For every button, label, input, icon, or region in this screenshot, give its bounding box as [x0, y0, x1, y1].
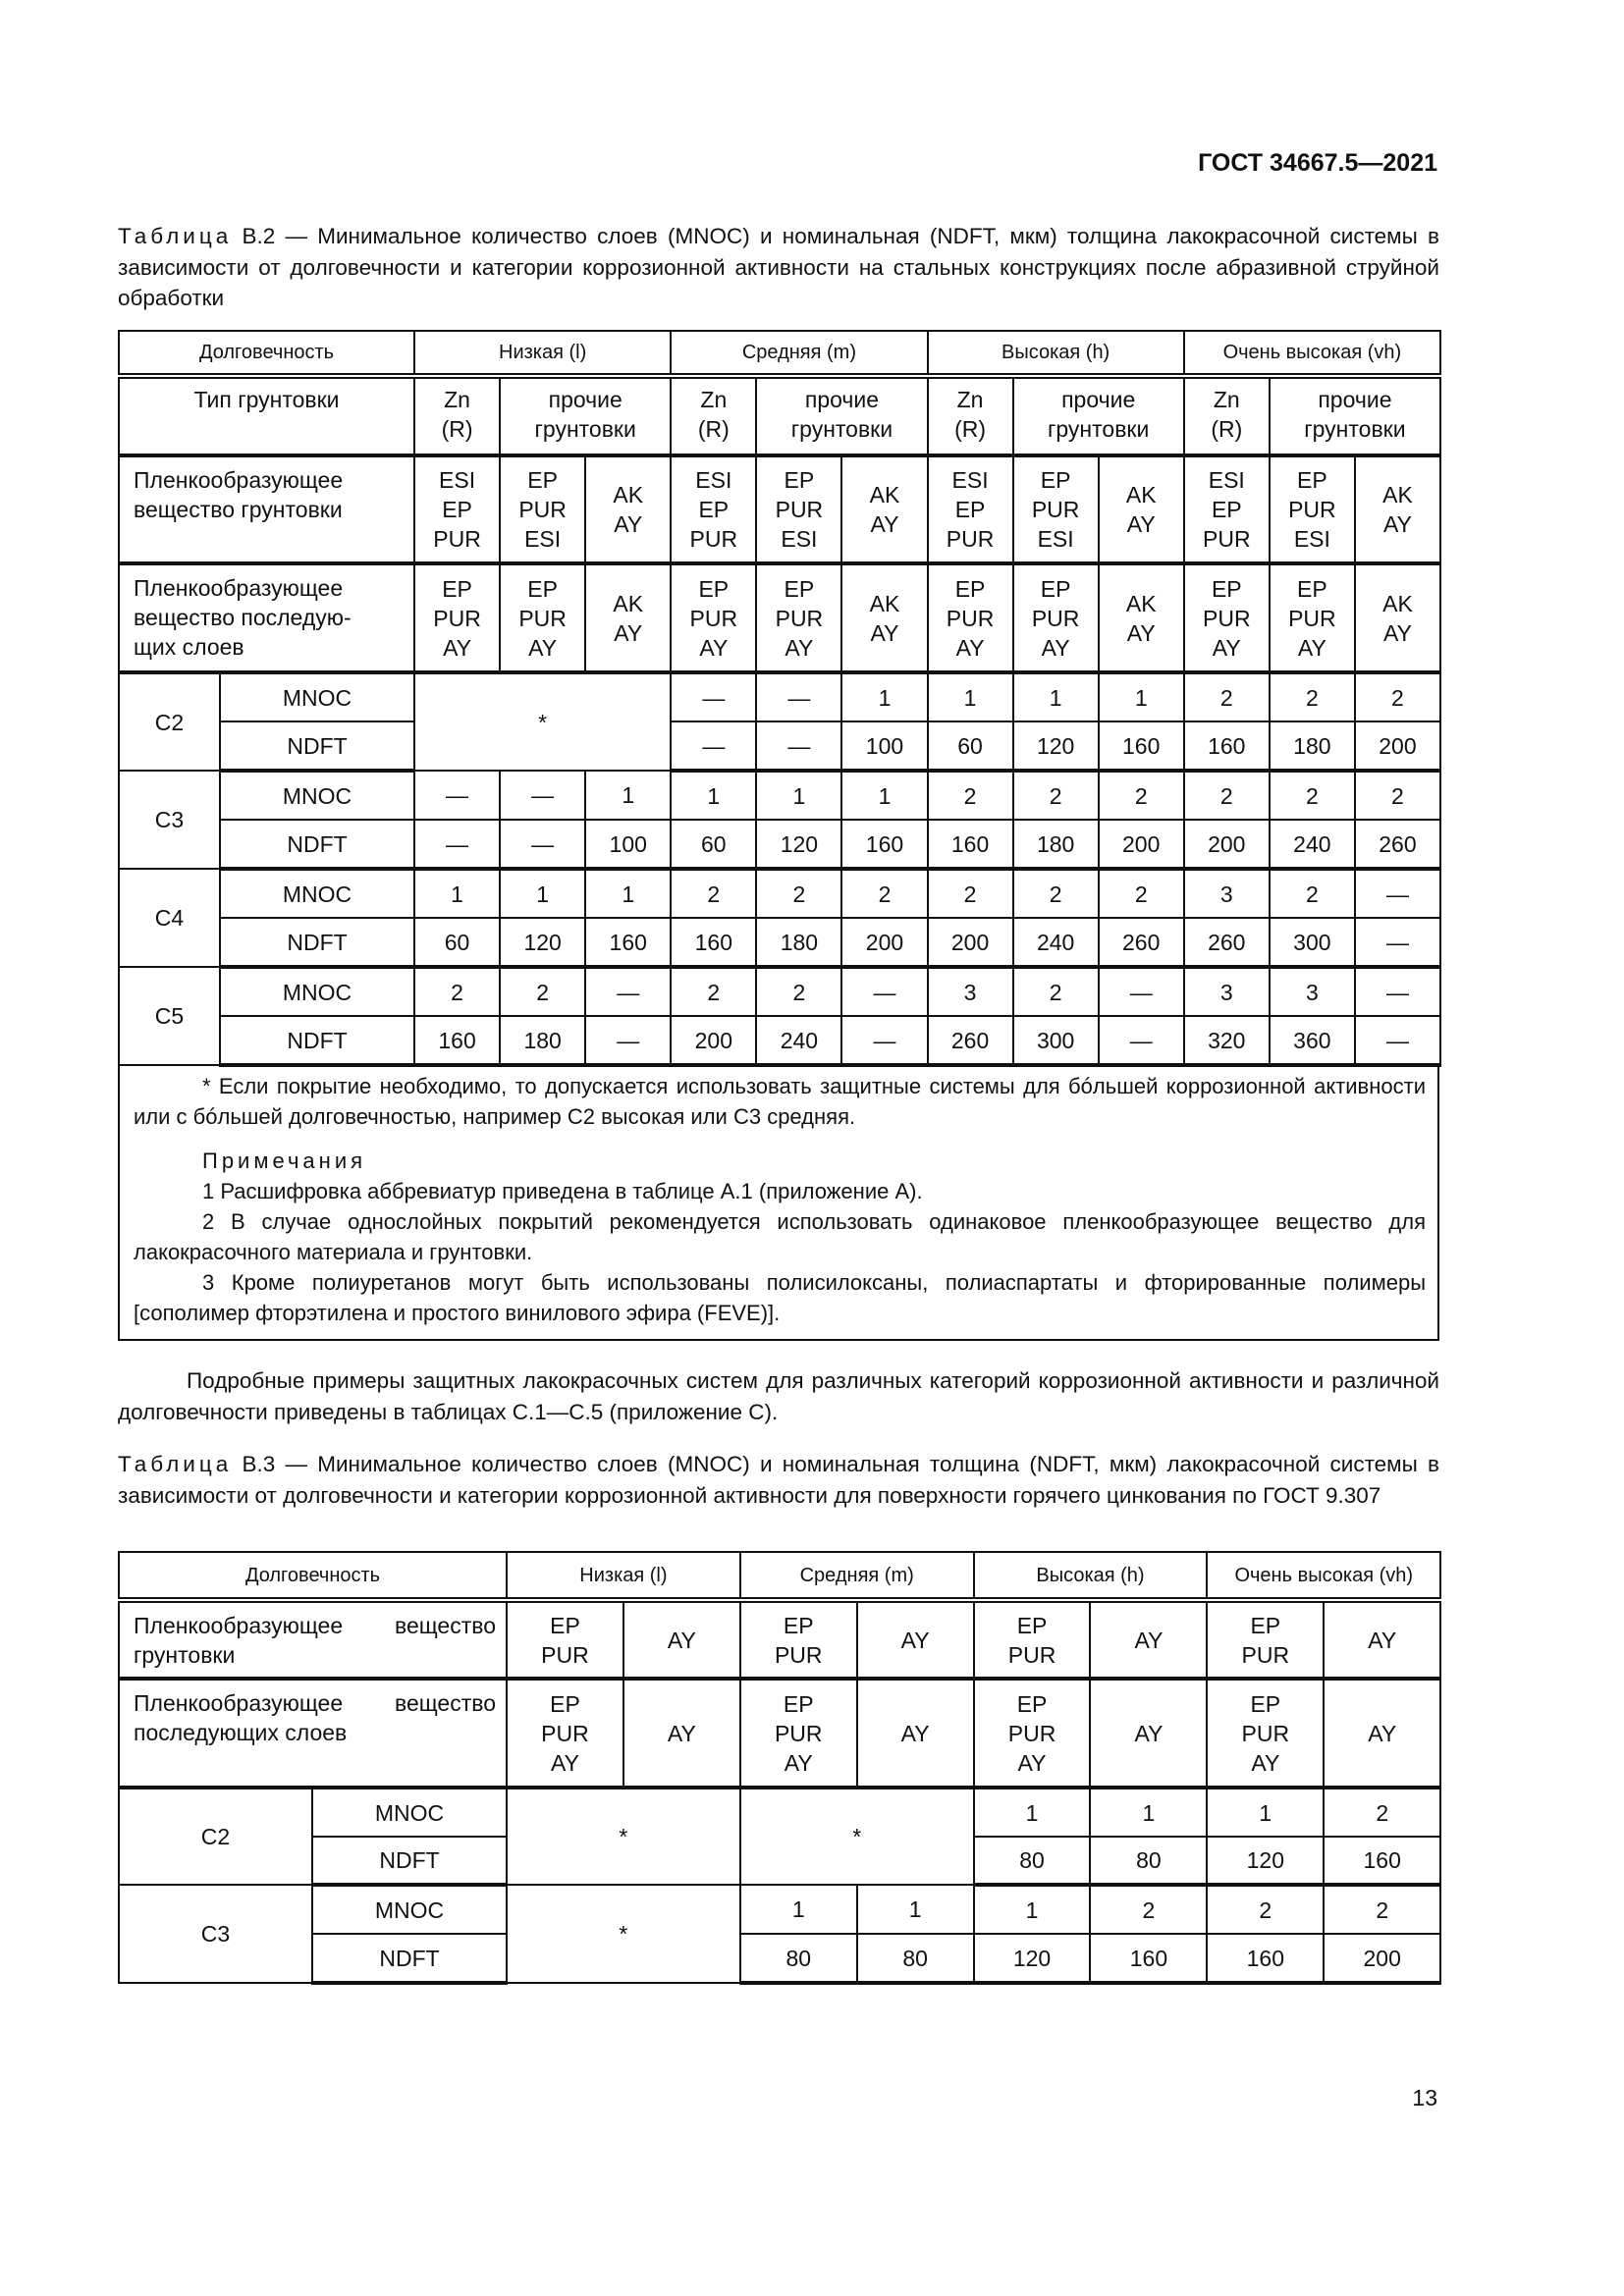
table-row [119, 820, 1440, 869]
table-cell: 2 [671, 967, 756, 1016]
table-cell: 200 [1184, 820, 1270, 869]
table-cell: 120 [756, 820, 841, 869]
table-cell: 2 [1013, 869, 1099, 918]
table-cell: 2 [1013, 771, 1099, 820]
table-cell: AK AY [841, 455, 927, 563]
table-cell: 2 [1184, 771, 1270, 820]
table-cell: AK AY [1355, 455, 1440, 563]
table-cell: EP PUR [507, 1600, 623, 1679]
table-cell: * [414, 672, 671, 771]
column-header: Высокая (h) [974, 1552, 1208, 1600]
notes-title: Примечания [202, 1148, 367, 1173]
row-header: MNOC [312, 1885, 507, 1934]
category-cell: C5 [119, 967, 220, 1065]
table-cell: ESI EP PUR [928, 455, 1013, 563]
table-cell: — [585, 1016, 671, 1065]
table-cell: 240 [1013, 918, 1099, 967]
table-cell: 320 [1184, 1016, 1270, 1065]
row-header: NDFT [220, 820, 414, 869]
table-cell: — [841, 967, 927, 1016]
table-cell: 3 [1270, 967, 1355, 1016]
table-cell: 2 [1099, 771, 1184, 820]
table-cell: 60 [928, 721, 1013, 771]
caption-label: Таблица [118, 1452, 233, 1476]
table-cell: 80 [857, 1934, 974, 1983]
row-header: Пленкообразующее вещество грунтовки [119, 455, 414, 563]
table-cell: 300 [1270, 918, 1355, 967]
row-header: Пленкообразующее вещество последующих слоев [119, 1679, 507, 1788]
table-cell: 160 [671, 918, 756, 967]
document-code: ГОСТ 34667.5—2021 [1198, 149, 1437, 177]
table-row [119, 771, 1440, 820]
table-cell: 1 [671, 771, 756, 820]
table-cell: EP PUR [974, 1600, 1091, 1679]
table-row [119, 455, 1440, 563]
table-cell: EP PUR [740, 1600, 857, 1679]
table-cell: 2 [1013, 967, 1099, 1016]
column-header: Низкая (l) [414, 331, 671, 376]
table-cell: AK AY [1099, 563, 1184, 672]
note-1: 1 Расшифровка аббревиатур приведена в таблице А.1 (приложение А). [202, 1179, 923, 1203]
table-cell: — [1355, 869, 1440, 918]
table-cell: 120 [500, 918, 585, 967]
table-cell: 180 [1013, 820, 1099, 869]
table-cell: 100 [841, 721, 927, 771]
table-cell: 2 [1355, 672, 1440, 721]
column-header: Низкая (l) [507, 1552, 740, 1600]
table-cell: 300 [1013, 1016, 1099, 1065]
table-cell: 160 [1099, 721, 1184, 771]
table-cell: EP PUR AY [671, 563, 756, 672]
table-b3 [118, 1551, 1441, 1985]
table-cell: 2 [1207, 1885, 1324, 1934]
table-cell: 200 [671, 1016, 756, 1065]
table-cell: — [756, 721, 841, 771]
table-cell: — [1355, 1016, 1440, 1065]
table-cell: 200 [1099, 820, 1184, 869]
caption-text: В.3 — Минимальное количество слоев (MNOC) и номинальная толщина (NDFT, мкм) лакокрасочной системы в зависимости от долговечности и категории коррозионной активности для поверхности горячего цинкования по ГОСТ 9.307 [118, 1452, 1439, 1508]
table-cell: AK AY [1355, 563, 1440, 672]
column-header: Очень высокая (vh) [1184, 331, 1440, 376]
row-header: MNOC [312, 1788, 507, 1837]
table-cell: 260 [1099, 918, 1184, 967]
footnote: * Если покрытие необходимо, то допускается использовать защитные системы для бóльшей коррозионной активности или с бóльшей долговечностью, например C2 высокая или C3 средняя. [134, 1074, 1426, 1129]
table-row [119, 672, 1440, 721]
table-cell: — [1355, 918, 1440, 967]
table-cell: прочие грунтовки [500, 376, 671, 455]
table-cell: EP PUR AY [1184, 563, 1270, 672]
table-cell: * [740, 1788, 974, 1885]
row-header: MNOC [220, 967, 414, 1016]
caption-text: В.2 — Минимальное количество слоев (MNOC) и номинальная (NDFT, мкм) толщина лакокрасочной системы в зависимости от долговечности и категории коррозионной активности на стальных конструкциях после абразивной струйной обработки [118, 224, 1439, 310]
column-header: Высокая (h) [928, 331, 1184, 376]
table-cell: AY [1090, 1600, 1207, 1679]
table-cell: EP PUR AY [740, 1679, 857, 1788]
table-row [119, 869, 1440, 918]
table-cell: — [1099, 1016, 1184, 1065]
table-cell: — [756, 672, 841, 721]
table-cell: 160 [1184, 721, 1270, 771]
table-cell: 2 [1324, 1885, 1440, 1934]
table-cell: 1 [928, 672, 1013, 721]
table-cell: AY [623, 1679, 740, 1788]
table-cell: AY [1324, 1600, 1440, 1679]
table-cell: 1 [585, 869, 671, 918]
table-cell: 120 [1207, 1837, 1324, 1885]
table-cell: EP PUR AY [507, 1679, 623, 1788]
table-cell: Zn (R) [414, 376, 500, 455]
table-cell: 1 [841, 771, 927, 820]
table-cell: 2 [414, 967, 500, 1016]
table-cell: 2 [756, 869, 841, 918]
table-cell: EP PUR AY [1207, 1679, 1324, 1788]
table-cell: 2 [756, 967, 841, 1016]
table-b2-caption [118, 221, 1439, 314]
table-cell: 160 [585, 918, 671, 967]
table-cell: 1 [857, 1885, 974, 1934]
table-cell: 160 [1090, 1934, 1207, 1983]
table-cell: AY [857, 1679, 974, 1788]
table-row [119, 376, 1440, 455]
table-cell: 200 [1324, 1934, 1440, 1983]
table-cell: 180 [1270, 721, 1355, 771]
page-number: 13 [1412, 2085, 1437, 2110]
table-cell: 180 [500, 1016, 585, 1065]
table-cell: 120 [974, 1934, 1091, 1983]
table-cell: 2 [1270, 672, 1355, 721]
table-cell: 2 [671, 869, 756, 918]
table-row [119, 563, 1440, 672]
row-header: NDFT [220, 721, 414, 771]
table-row [119, 1679, 1440, 1788]
table-cell: 80 [974, 1837, 1091, 1885]
table-cell: * [507, 1788, 740, 1885]
table-cell: 3 [1184, 869, 1270, 918]
table-cell: 2 [1324, 1788, 1440, 1837]
table-cell: прочие грунтовки [1013, 376, 1184, 455]
category-cell: C2 [119, 672, 220, 771]
table-cell: 1 [414, 869, 500, 918]
category-cell: C3 [119, 771, 220, 869]
table-cell: EP PUR ESI [756, 455, 841, 563]
table-row [119, 1788, 1440, 1837]
row-header: NDFT [312, 1837, 507, 1885]
table-cell: — [414, 771, 500, 820]
table-cell: 160 [928, 820, 1013, 869]
table-cell: 2 [1184, 672, 1270, 721]
row-header: NDFT [312, 1934, 507, 1983]
table-cell: AY [1324, 1679, 1440, 1788]
column-header: Очень высокая (vh) [1207, 1552, 1440, 1600]
table-cell: Zn (R) [671, 376, 756, 455]
table-cell: 1 [1099, 672, 1184, 721]
table-cell: 360 [1270, 1016, 1355, 1065]
table-cell: — [1355, 967, 1440, 1016]
table-cell: 1 [974, 1788, 1091, 1837]
table-cell: EP PUR AY [414, 563, 500, 672]
table-cell: AK AY [585, 455, 671, 563]
table-cell: — [414, 820, 500, 869]
table-cell: EP PUR ESI [500, 455, 585, 563]
table-cell: AK AY [1099, 455, 1184, 563]
table-cell: 2 [1270, 771, 1355, 820]
table-cell: 2 [841, 869, 927, 918]
row-header: MNOC [220, 869, 414, 918]
table-cell: Zn (R) [928, 376, 1013, 455]
table-cell: 1 [1207, 1788, 1324, 1837]
table-row [119, 1600, 1440, 1679]
table-row [119, 967, 1440, 1016]
table-b3-caption [118, 1449, 1439, 1511]
table-cell: AK AY [841, 563, 927, 672]
table-cell: Zn (R) [1184, 376, 1270, 455]
table-cell: 240 [756, 1016, 841, 1065]
table-cell: прочие грунтовки [756, 376, 927, 455]
table-cell: 160 [1207, 1934, 1324, 1983]
table-cell: 160 [841, 820, 927, 869]
table-cell: 2 [1355, 771, 1440, 820]
table-cell: EP PUR AY [974, 1679, 1091, 1788]
table-cell: 2 [928, 869, 1013, 918]
table-cell: ESI EP PUR [414, 455, 500, 563]
table-cell: 200 [1355, 721, 1440, 771]
table-b2-notes [118, 1063, 1439, 1341]
table-cell: 240 [1270, 820, 1355, 869]
table-cell: ESI EP PUR [1184, 455, 1270, 563]
table-cell: — [500, 771, 585, 820]
row-header: Пленкообразующее вещество грунтовки [119, 1600, 507, 1679]
category-cell: C2 [119, 1788, 312, 1885]
table-cell: 1 [1090, 1788, 1207, 1837]
category-cell: C3 [119, 1885, 312, 1983]
table-cell: 120 [1013, 721, 1099, 771]
table-cell: AK AY [585, 563, 671, 672]
table-cell: 100 [585, 820, 671, 869]
table-cell: — [500, 820, 585, 869]
table-cell: 160 [414, 1016, 500, 1065]
column-header: Средняя (m) [740, 1552, 974, 1600]
table-row [119, 331, 1440, 376]
table-cell: 180 [756, 918, 841, 967]
table-cell: 1 [1013, 672, 1099, 721]
table-cell: 60 [671, 820, 756, 869]
table-cell: EP PUR AY [1270, 563, 1355, 672]
caption-label: Таблица [118, 224, 233, 248]
table-row [119, 918, 1440, 967]
table-cell: — [671, 721, 756, 771]
table-cell: * [507, 1885, 740, 1983]
row-header: MNOC [220, 672, 414, 721]
table-cell: 2 [500, 967, 585, 1016]
table-cell: EP PUR [1207, 1600, 1324, 1679]
table-b2 [118, 330, 1441, 1067]
row-header: NDFT [220, 1016, 414, 1065]
row-header: MNOC [220, 771, 414, 820]
table-cell: 1 [500, 869, 585, 918]
table-cell: 260 [1184, 918, 1270, 967]
table-row [119, 1552, 1440, 1600]
table-row [119, 1934, 1440, 1983]
table-cell: EP PUR AY [928, 563, 1013, 672]
table-cell: 260 [1355, 820, 1440, 869]
table-row [119, 1016, 1440, 1065]
table-cell: прочие грунтовки [1270, 376, 1440, 455]
column-header: Средняя (m) [671, 331, 927, 376]
table-cell: 1 [841, 672, 927, 721]
table-cell: AY [1090, 1679, 1207, 1788]
column-header: Долговечность [119, 331, 414, 376]
table-cell: 3 [1184, 967, 1270, 1016]
table-cell: 80 [740, 1934, 857, 1983]
table-cell: 60 [414, 918, 500, 967]
table-cell: 160 [1324, 1837, 1440, 1885]
table-cell: 200 [841, 918, 927, 967]
table-cell: 1 [756, 771, 841, 820]
table-cell: 1 [740, 1885, 857, 1934]
table-cell: ESI EP PUR [671, 455, 756, 563]
note-3: 3 Кроме полиуретанов могут быть использованы полисилоксаны, полиаспартаты и фторированные полимеры [сополимер фторэтилена и простого винилового эфира (FEVE)]. [134, 1270, 1426, 1325]
table-cell: 2 [928, 771, 1013, 820]
table-cell: EP PUR AY [1013, 563, 1099, 672]
table-cell: 200 [928, 918, 1013, 967]
note-2: 2 В случае однослойных покрытий рекомендуется использовать одинаковое пленкообразующее вещество для лакокрасочного материала и грунтовки. [134, 1209, 1426, 1264]
table-row [119, 1885, 1440, 1934]
table-cell: — [1099, 967, 1184, 1016]
table-cell: 2 [1090, 1885, 1207, 1934]
table-cell: 1 [585, 771, 671, 820]
table-cell: 2 [1099, 869, 1184, 918]
table-cell: AY [857, 1600, 974, 1679]
table-cell: 80 [1090, 1837, 1207, 1885]
table-cell: — [841, 1016, 927, 1065]
table-cell: 2 [1270, 869, 1355, 918]
body-paragraph: Подробные примеры защитных лакокрасочных систем для различных категорий коррозионной активности и различной долговечности приведены в таблицах С.1—С.5 (приложение С). [118, 1368, 1439, 1424]
table-cell: EP PUR AY [500, 563, 585, 672]
table-cell: 260 [928, 1016, 1013, 1065]
table-cell: 3 [928, 967, 1013, 1016]
table-cell: 1 [974, 1885, 1091, 1934]
table-cell: EP PUR AY [756, 563, 841, 672]
table-cell: EP PUR ESI [1013, 455, 1099, 563]
row-header: Тип грунтовки [119, 376, 414, 455]
row-header: Пленкообразующее вещество последую- щих слоев [119, 563, 414, 672]
column-header: Долговечность [119, 1552, 507, 1600]
table-cell: — [671, 672, 756, 721]
category-cell: C4 [119, 869, 220, 967]
table-cell: AY [623, 1600, 740, 1679]
row-header: NDFT [220, 918, 414, 967]
table-row [119, 721, 1440, 771]
table-cell: — [585, 967, 671, 1016]
table-cell: EP PUR ESI [1270, 455, 1355, 563]
